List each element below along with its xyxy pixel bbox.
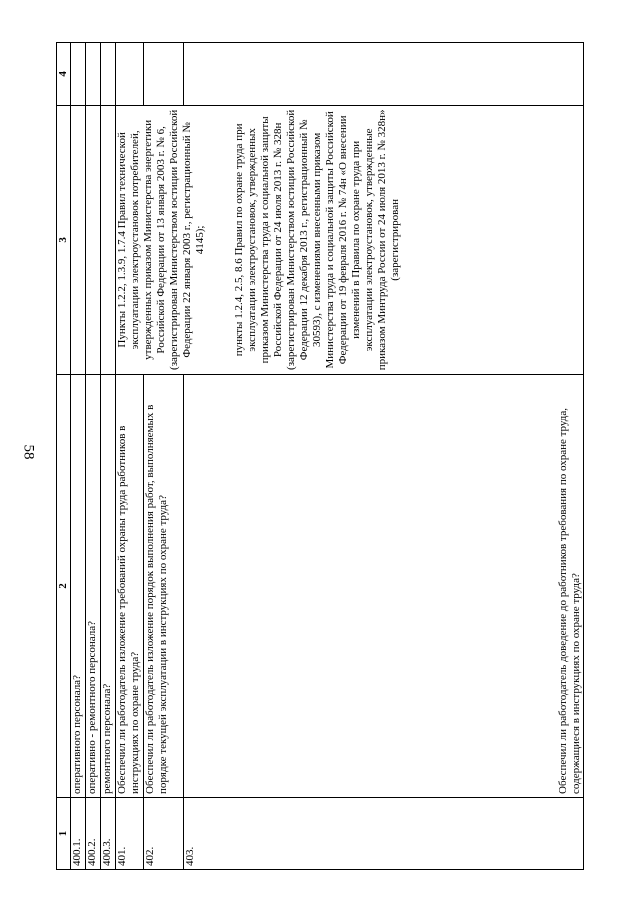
header-col-4: 4 (57, 43, 71, 106)
table-row (101, 43, 116, 870)
header-col-1: 1 (57, 797, 71, 869)
row-legal-basis (71, 105, 86, 374)
row-note (144, 43, 184, 106)
header-col-2: 2 (57, 375, 71, 798)
row-note (101, 43, 116, 106)
row-question: ремонтного персонала? (101, 375, 116, 798)
table-row (71, 43, 86, 870)
row-number: 400.2. (86, 797, 101, 869)
table-row (86, 43, 101, 870)
rotated-table-wrapper (56, 42, 584, 870)
row-note (86, 43, 101, 106)
row-legal-basis (101, 105, 116, 374)
row-number: 402. (144, 797, 184, 869)
spacer (207, 109, 233, 371)
row-question: оперативно - ремонтного персонала? (86, 375, 101, 798)
header-col-3: 3 (57, 105, 71, 374)
requirements-table (56, 42, 584, 870)
row-number: 401. (116, 797, 144, 869)
row-number: 400.3. (101, 797, 116, 869)
legal-basis-pte: Пункты 1.2.2, 1.3.9, 1.7.4 Правил технической эксплуатации электроустановок потребителей, утвержденных приказом Министерства энергетики Российской Федерации от 13 января 2003 г. № 6, (зарегистрирован Министерством юстиции Российской Федерации 22 января 2003 г., регистрационный № 4145); (116, 109, 206, 370)
row-question: Обеспечил ли работодатель изложение требований охраны труда работников в инструкциях по охране труда? (116, 375, 144, 798)
row-note (184, 43, 584, 106)
row-number: 400.1. (71, 797, 86, 869)
row-legal-basis (86, 105, 101, 374)
row-legal-basis-merged (116, 105, 584, 374)
row-question: оперативного персонала? (71, 375, 86, 798)
page-number: 58 (20, 444, 37, 460)
legal-basis-pot: пункты 1.2.4, 2.5, 8.6 Правил по охране труда при эксплуатации электроустановок, утвержденных приказом Министерства труда и социальной защиты Российской Федерации от 24 июля 2013 г. № 328н (зарегистрирован Министерством юстиции Российской Федерации 12 декабря 2013 г., регистрационный № 30593), с изменениями внесенными приказом Министерства труда и социальной защиты Российской Федерации от 19 февраля 2016 г. № 74н «О внесении изменений в Правила по охране труда при эксплуатации электроустановок, утвержденные приказом Минтруда России от 24 июля 2013 г. № 328н» (зарегистрирован (233, 109, 401, 371)
table-row (116, 43, 144, 870)
row-question: Обеспечил ли работодатель доведение до работников требования по охране труда, содержащиеся в инструкциях по охране труда? (184, 375, 584, 798)
row-question: Обеспечил ли работодатель изложение порядок выполнения работ, выполняемых в порядке текущей эксплуатации в инструкциях по охране труда? (144, 375, 184, 798)
row-note (116, 43, 144, 106)
row-note (71, 43, 86, 106)
row-number: 403. (184, 797, 584, 869)
header-row (57, 43, 71, 870)
